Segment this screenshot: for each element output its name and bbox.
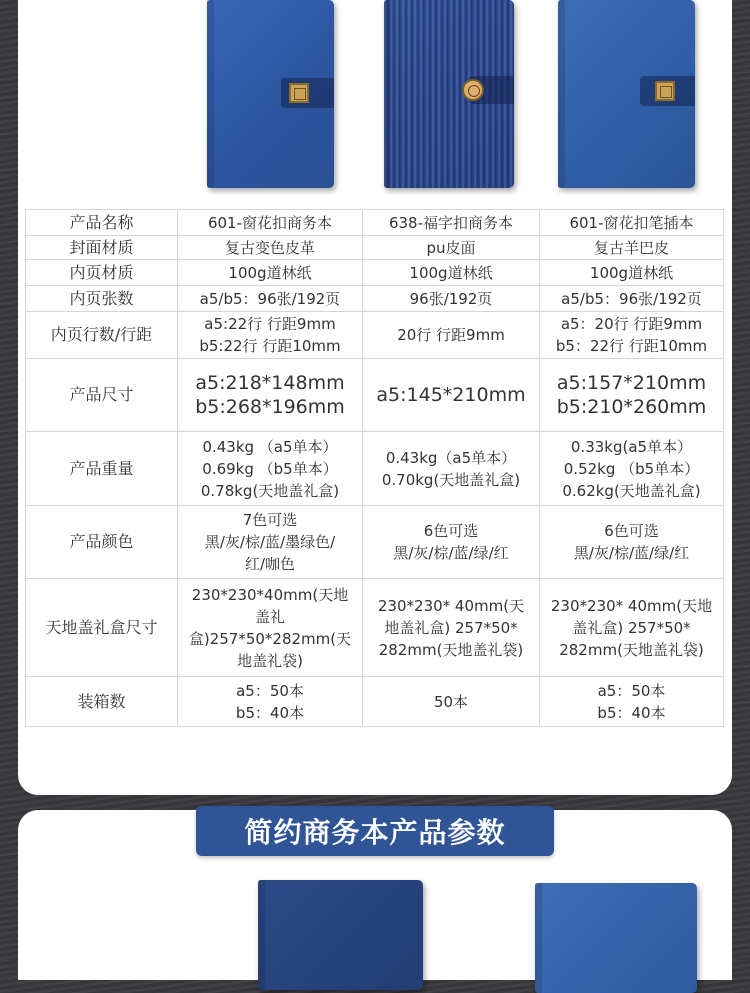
spec-label: 内页行数/行距 [26, 312, 178, 359]
spec-cell-line: pu皮面 [426, 238, 476, 257]
spec-cell-line: 601-窗花扣商务本 [207, 213, 333, 232]
spec-cell-line: 0.52kg （b5单本） [563, 459, 700, 478]
spec-label: 产品颜色 [26, 506, 178, 579]
spec-cell [178, 359, 363, 432]
spec-cell [363, 286, 540, 312]
spec-cell-line: b5：22行 行距10mm [555, 337, 708, 355]
spec-cell [178, 260, 363, 286]
section-title-banner: 简约商务本产品参数 [196, 806, 554, 856]
spec-cell-line: 盖礼 [254, 607, 285, 626]
spec-cell [540, 236, 724, 260]
spec-cell-line: 7色可选 [242, 511, 298, 529]
spec-cell-line: 20行 行距9mm [397, 326, 505, 344]
spec-cell-line: 黑/灰/棕/蓝/墨绿色/ [204, 533, 336, 551]
spec-label: 产品名称 [26, 210, 178, 236]
spec-label: 产品尺寸 [26, 359, 178, 432]
spec-cell-line: a5:22行 行距9mm [204, 315, 336, 333]
spec-row [26, 260, 724, 286]
spec-row [26, 210, 724, 236]
spec-cell [540, 506, 724, 579]
spec-cell-line: 红/咖色 [244, 555, 296, 573]
spec-cell-line: 230*230*40mm(天地 [191, 585, 349, 604]
notebook-image-601-pen [558, 0, 695, 188]
spec-cell-line: 100g道林纸 [589, 263, 674, 282]
spec-cell-line: a5：50本 [236, 681, 304, 700]
spec-table [25, 209, 724, 727]
spec-cell [178, 432, 363, 506]
spec-cell-line: 0.43kg （a5单本） [202, 437, 338, 456]
spec-cell-line: 0.70kg(天地盖礼盒) [381, 470, 521, 489]
spec-cell-line: a5/b5：96张/192页 [561, 289, 702, 308]
spec-cell [178, 506, 363, 579]
spec-label: 内页张数 [26, 286, 178, 312]
spec-cell-line: 282mm(天地盖礼袋) [378, 640, 524, 659]
spec-cell-line: a5/b5：96张/192页 [199, 289, 341, 308]
spec-row [26, 579, 724, 677]
spec-row [26, 236, 724, 260]
spec-cell-line: b5：40本 [597, 703, 666, 722]
spec-cell-line: 黑/灰/棕/蓝/绿/红 [393, 544, 509, 562]
spec-label: 产品重量 [26, 432, 178, 506]
spec-cell [540, 579, 724, 677]
spec-cell-line: 盖礼盒) 257*50* [572, 618, 691, 637]
spec-cell [540, 359, 724, 432]
spec-cell-line: 0.62kg(天地盖礼盒) [562, 481, 701, 500]
spec-cell [363, 312, 540, 359]
spec-cell-line: 0.78kg(天地盖礼盒) [200, 481, 340, 500]
spec-cell [363, 210, 540, 236]
spec-cell [363, 579, 540, 677]
spec-row [26, 359, 724, 432]
spec-label: 内页材质 [26, 260, 178, 286]
spec-cell-line: 0.69kg （b5单本） [202, 459, 338, 478]
spec-cell-line: 638-福字扣商务本 [388, 213, 514, 232]
spec-cell-line: 黑/灰/棕/蓝/绿/红 [573, 544, 690, 562]
spec-cell-line: 0.43kg（a5单本） [385, 448, 517, 467]
spec-cell-line: a5：20行 行距9mm [560, 315, 703, 333]
spec-cell-line: b5:22行 行距10mm [199, 337, 341, 355]
spec-label: 装箱数 [26, 677, 178, 727]
spec-cell [178, 286, 363, 312]
spec-cell-line: 282mm(天地盖礼袋) [559, 640, 704, 659]
spec-row [26, 286, 724, 312]
spec-cell-line: 0.33kg(a5单本） [570, 437, 693, 456]
spec-cell [363, 359, 540, 432]
spec-cell [540, 677, 724, 727]
spec-cell-line: b5:210*260mm [556, 396, 707, 418]
spec-cell-line: a5:145*210mm [376, 384, 526, 406]
spec-cell [540, 312, 724, 359]
spec-cell-line: b5:268*196mm [195, 396, 345, 418]
spec-cell [363, 432, 540, 506]
spec-cell-line: 6色可选 [604, 522, 659, 540]
spec-cell [363, 677, 540, 727]
spec-cell [178, 677, 363, 727]
spec-cell-line: 地盖礼袋) [237, 651, 303, 670]
spec-cell-line: 230*230* 40mm(天地 [550, 596, 713, 615]
spec-cell [540, 286, 724, 312]
spec-cell-line: 盒)257*50*282mm(天 [188, 629, 352, 648]
spec-cell [540, 260, 724, 286]
spec-cell-line: 230*230* 40mm(天 [377, 596, 525, 615]
spec-cell-line: b5：40本 [235, 703, 305, 722]
spec-label: 天地盖礼盒尺寸 [26, 579, 178, 677]
spec-cell [540, 432, 724, 506]
spec-row [26, 506, 724, 579]
spec-cell [363, 260, 540, 286]
spec-cell-line: a5：50本 [597, 681, 666, 700]
spec-row [26, 432, 724, 506]
spec-cell [178, 579, 363, 677]
spec-label: 封面材质 [26, 236, 178, 260]
spec-cell [363, 236, 540, 260]
notebook-image-601 [207, 0, 334, 188]
spec-row [26, 312, 724, 359]
spec-cell-line: 复古羊巴皮 [593, 238, 669, 257]
spec-cell-line: 100g道林纸 [228, 263, 312, 282]
spec-cell-line: 96张/192页 [409, 289, 493, 308]
spec-cell-line: 地盖礼盒) 257*50* [384, 618, 518, 637]
spec-cell-line: a5:218*148mm [195, 372, 345, 394]
spec-cell-line: a5:157*210mm [556, 372, 707, 394]
notebook-image-dark [258, 880, 423, 990]
spec-cell-line: 50本 [433, 692, 469, 711]
spec-cell-line: 复古变色皮革 [224, 238, 315, 257]
spec-row [26, 677, 724, 727]
notebook-image-light [535, 883, 697, 993]
spec-cell [178, 210, 363, 236]
spec-cell-line: 601-窗花扣笔插本 [569, 213, 694, 232]
spec-cell-line: 100g道林纸 [409, 263, 493, 282]
spec-cell [540, 210, 724, 236]
spec-cell-line: 6色可选 [423, 522, 479, 540]
spec-cell [178, 236, 363, 260]
spec-cell [178, 312, 363, 359]
notebook-image-638 [384, 0, 514, 188]
spec-cell [363, 506, 540, 579]
